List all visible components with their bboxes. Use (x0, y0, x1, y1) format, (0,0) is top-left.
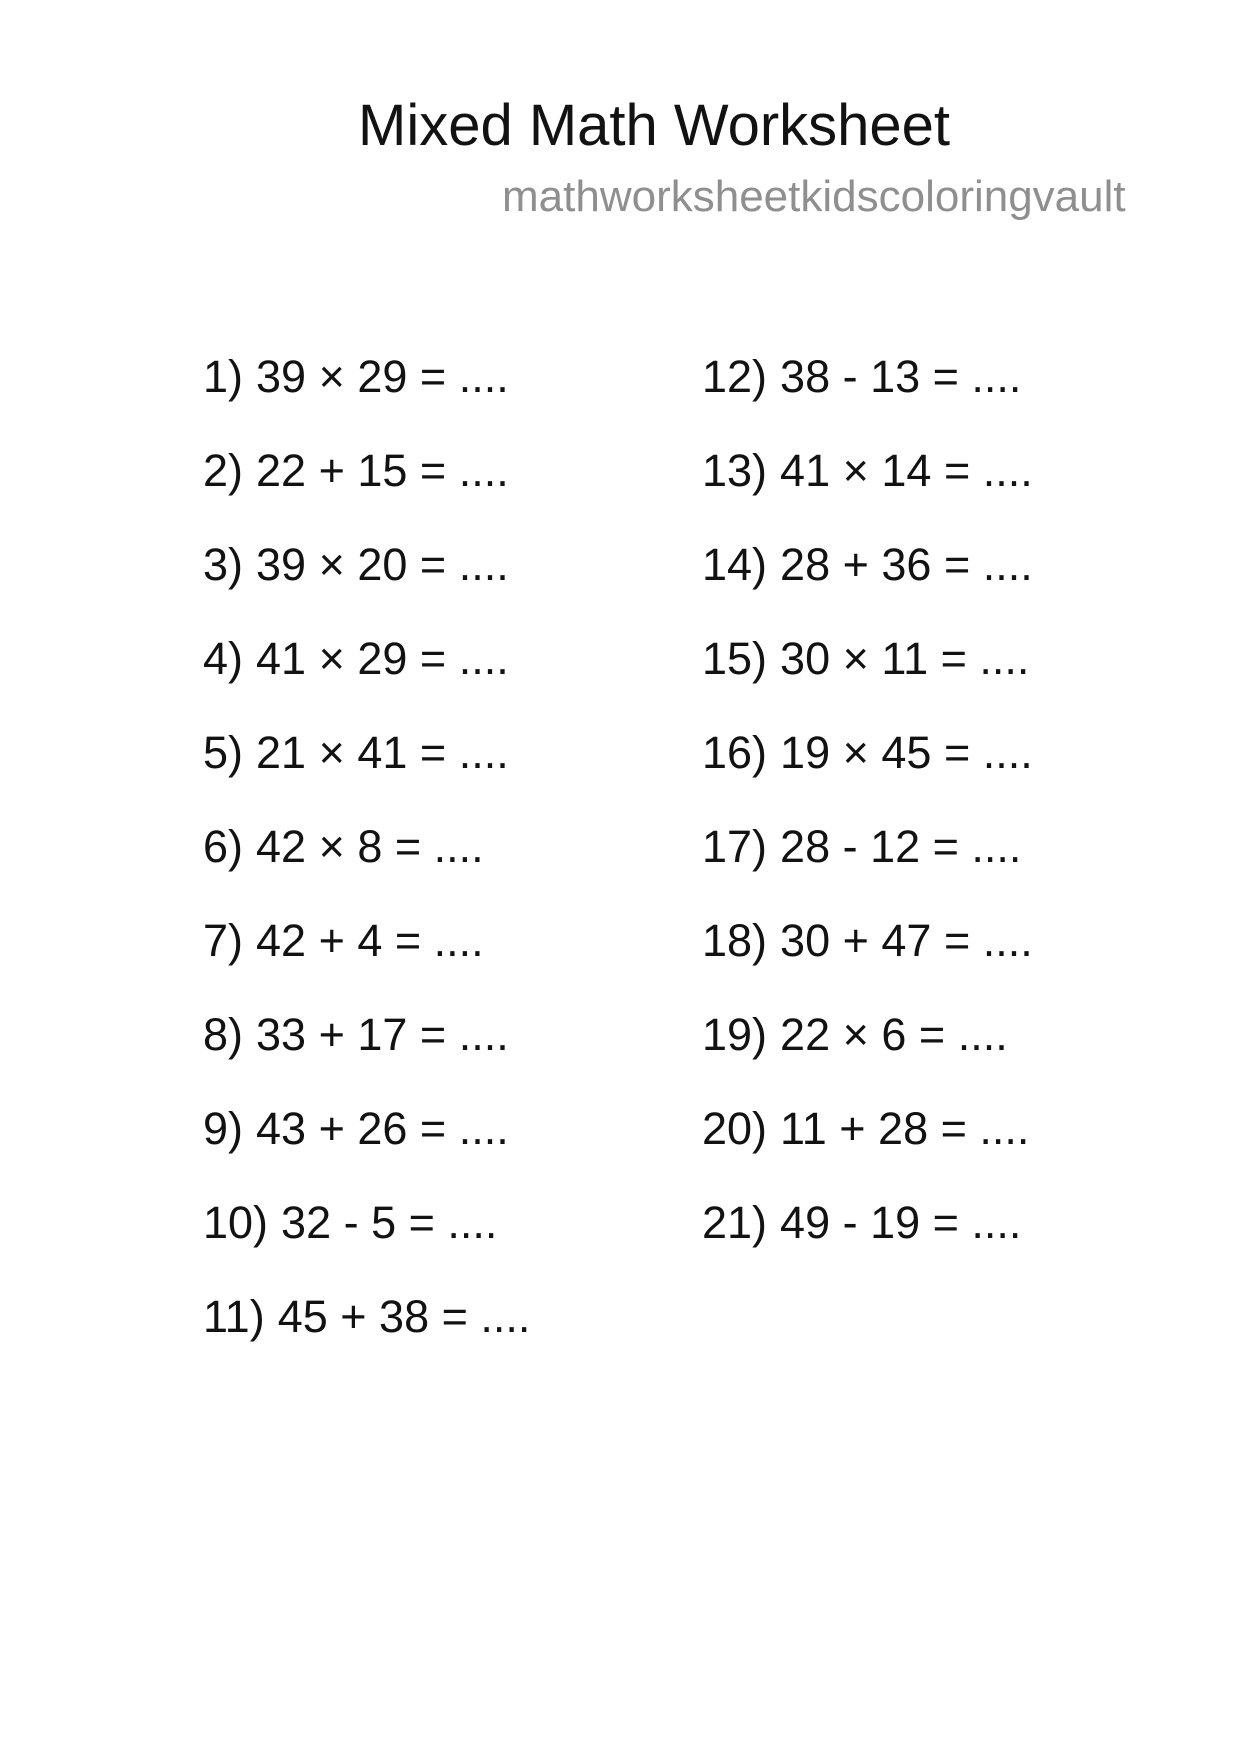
problem-expression: 32 - 5 = .... (281, 1197, 498, 1248)
problem-row-5 (203, 706, 530, 800)
problem-row-4 (203, 612, 530, 706)
problem-number: 3) (203, 539, 244, 590)
problem-row-15 (702, 612, 1033, 706)
problem-expression: 41 × 14 = .... (780, 445, 1033, 496)
problems-column-left (203, 330, 530, 1364)
problem-number: 12) (702, 351, 768, 402)
problem-number: 19) (702, 1009, 768, 1060)
problems-column-right (702, 330, 1033, 1270)
problem-number: 9) (203, 1103, 244, 1154)
problem-row-20 (702, 1082, 1033, 1176)
problem-expression: 21 × 41 = .... (256, 727, 509, 778)
problem-row-18 (702, 894, 1033, 988)
problem-row-10 (203, 1176, 530, 1270)
problem-row-2 (203, 424, 530, 518)
problem-expression: 42 + 4 = .... (256, 915, 484, 966)
problem-number: 7) (203, 915, 244, 966)
problem-number: 10) (203, 1197, 269, 1248)
problem-row-21 (702, 1176, 1033, 1270)
problem-row-14 (702, 518, 1033, 612)
problem-expression: 11 + 28 = .... (780, 1103, 1030, 1154)
problem-row-1 (203, 330, 530, 424)
problem-number: 15) (702, 633, 768, 684)
problem-row-6 (203, 800, 530, 894)
problem-row-17 (702, 800, 1033, 894)
problem-number: 4) (203, 633, 244, 684)
problem-expression: 30 × 11 = .... (780, 633, 1030, 684)
problem-expression: 33 + 17 = .... (256, 1009, 509, 1060)
problem-number: 2) (203, 445, 244, 496)
problem-number: 17) (702, 821, 768, 872)
problem-expression: 39 × 29 = .... (256, 351, 509, 402)
problem-expression: 43 + 26 = .... (256, 1103, 509, 1154)
problem-expression: 30 + 47 = .... (780, 915, 1033, 966)
problem-row-12 (702, 330, 1033, 424)
problem-number: 16) (702, 727, 768, 778)
problem-number: 20) (702, 1103, 768, 1154)
problem-row-8 (203, 988, 530, 1082)
problem-expression: 38 - 13 = .... (780, 351, 1022, 402)
problem-expression: 45 + 38 = .... (277, 1291, 531, 1342)
problem-row-3 (203, 518, 530, 612)
problem-row-13 (702, 424, 1033, 518)
problem-row-19 (702, 988, 1033, 1082)
problem-expression: 28 + 36 = .... (780, 539, 1033, 590)
problem-number: 14) (702, 539, 768, 590)
problem-expression: 39 × 20 = .... (256, 539, 509, 590)
problem-row-11 (203, 1270, 530, 1364)
problem-number: 5) (203, 727, 244, 778)
problem-expression: 22 + 15 = .... (256, 445, 509, 496)
problem-expression: 41 × 29 = .... (256, 633, 509, 684)
problem-number: 6) (203, 821, 244, 872)
problem-number: 1) (203, 351, 244, 402)
problem-expression: 19 × 45 = .... (780, 727, 1033, 778)
problem-number: 18) (702, 915, 768, 966)
problem-expression: 28 - 12 = .... (780, 821, 1022, 872)
problem-expression: 49 - 19 = .... (780, 1197, 1022, 1248)
problem-row-16 (702, 706, 1033, 800)
problem-number: 21) (702, 1197, 768, 1248)
problem-row-7 (203, 894, 530, 988)
problem-number: 11) (203, 1291, 265, 1342)
problem-number: 13) (702, 445, 768, 496)
problem-expression: 42 × 8 = .... (256, 821, 484, 872)
problem-number: 8) (203, 1009, 244, 1060)
site-name-watermark: mathworksheetkidscoloringvault (502, 172, 1126, 221)
worksheet-title: Mixed Math Worksheet (358, 93, 951, 158)
problem-row-9 (203, 1082, 530, 1176)
problem-expression: 22 × 6 = .... (780, 1009, 1008, 1060)
